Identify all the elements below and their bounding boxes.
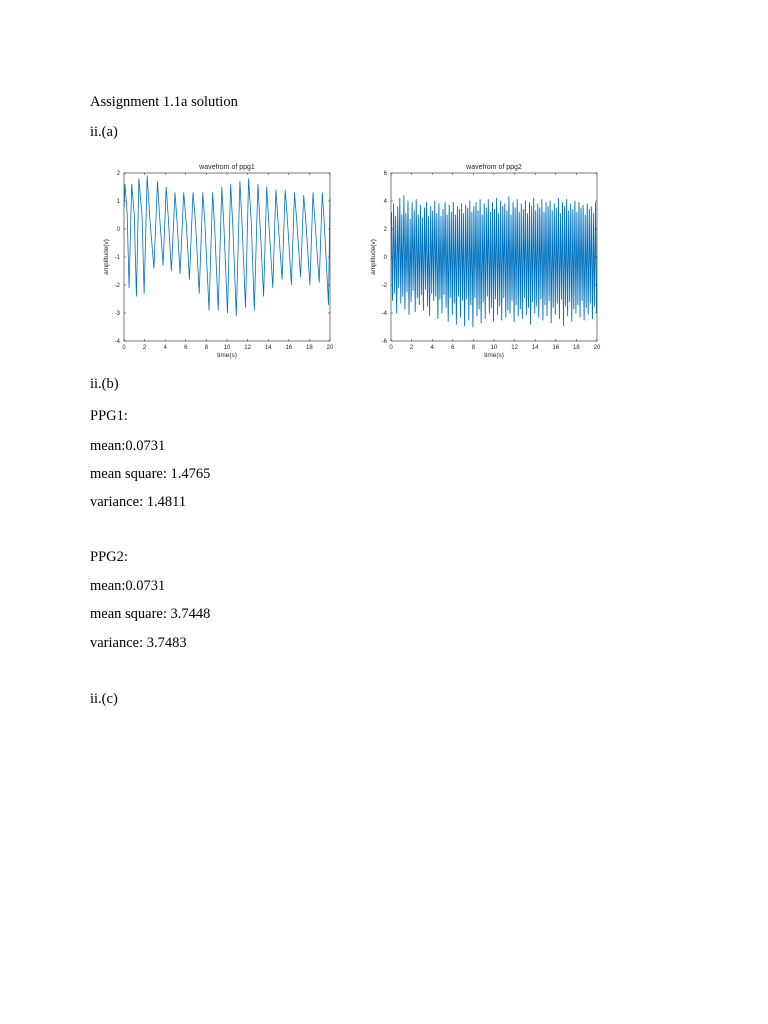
ppg1-chart-svg (98, 156, 348, 366)
x-tick-label: 2 (142, 345, 147, 351)
y-axis-label: amplitude(v) (370, 239, 377, 275)
ppg2-mean-square: mean square: 3.7448 (90, 606, 211, 622)
ppg2-waveform-chart (365, 156, 615, 366)
section-label-b: ii.(b) (90, 376, 119, 392)
x-tick-label: 0 (389, 345, 393, 351)
x-tick-label: 6 (184, 345, 188, 351)
y-tick-label: 6 (383, 171, 387, 177)
ppg1-mean: mean:0.0731 (90, 438, 166, 454)
y-tick-label: -6 (381, 339, 387, 345)
chart-title: wavefrom of ppg2 (466, 164, 522, 171)
x-tick-label: 18 (306, 345, 313, 351)
x-axis-label: time(s) (484, 352, 504, 359)
y-tick-label: -4 (114, 339, 120, 345)
ppg2-mean: mean:0.0731 (90, 578, 166, 594)
y-tick-label: -3 (114, 311, 120, 317)
y-tick-label: 2 (383, 227, 387, 233)
x-tick-label: 14 (531, 345, 539, 351)
x-tick-label: 12 (511, 345, 518, 351)
series-line (392, 195, 597, 327)
x-axis-label: time(s) (217, 352, 237, 359)
y-axis-label: amplitude(v) (103, 239, 110, 275)
ppg2-chart-svg (365, 156, 615, 366)
ppg1-waveform-chart (98, 156, 348, 366)
chart-title: wavefrom of ppg1 (199, 164, 255, 171)
y-tick-label: 4 (383, 199, 387, 205)
x-tick-label: 8 (204, 345, 209, 351)
ppg1-label: PPG1: (90, 408, 128, 424)
x-tick-label: 4 (163, 345, 167, 351)
x-tick-label: 10 (223, 345, 231, 351)
x-tick-label: 6 (451, 345, 455, 351)
series-line (124, 176, 330, 316)
x-tick-label: 14 (264, 345, 272, 351)
y-tick-label: -4 (381, 311, 387, 317)
document-heading: Assignment 1.1a solution (90, 94, 238, 110)
y-tick-label: -2 (381, 283, 387, 289)
x-tick-label: 0 (122, 345, 126, 351)
y-tick-label: -2 (114, 283, 120, 289)
y-tick-label: 0 (116, 227, 120, 233)
y-tick-label: 2 (116, 171, 120, 177)
x-tick-label: 18 (573, 345, 580, 351)
y-tick-label: -1 (114, 255, 120, 261)
x-tick-label: 12 (244, 345, 251, 351)
x-tick-label: 4 (430, 345, 434, 351)
x-tick-label: 10 (490, 345, 498, 351)
x-tick-label: 20 (593, 345, 601, 351)
x-tick-label: 8 (471, 345, 476, 351)
y-tick-label: 0 (383, 255, 387, 261)
section-label-a: ii.(a) (90, 124, 118, 140)
ppg2-variance: variance: 3.7483 (90, 635, 187, 651)
y-tick-label: 1 (116, 199, 120, 205)
x-tick-label: 16 (552, 345, 560, 351)
x-tick-label: 20 (326, 345, 334, 351)
x-tick-label: 2 (409, 345, 414, 351)
ppg2-label: PPG2: (90, 549, 128, 565)
x-tick-label: 16 (285, 345, 293, 351)
ppg1-variance: variance: 1.4811 (90, 494, 187, 510)
section-label-c: ii.(c) (90, 691, 118, 707)
ppg1-mean-square: mean square: 1.4765 (90, 466, 211, 482)
